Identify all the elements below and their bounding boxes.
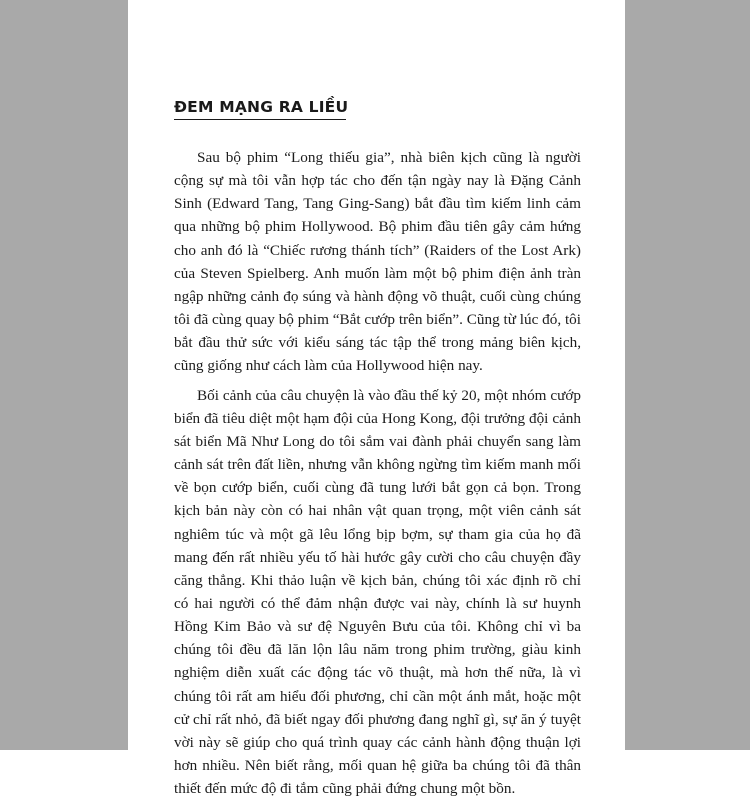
body-text xyxy=(174,146,581,800)
left-margin-band xyxy=(0,0,128,750)
paragraph: Bối cảnh của câu chuyện là vào đầu thế kỷ 20, một nhóm cướp biển đã tiêu diệt một hạm đội của Hong Kong, đội trưởng đội cảnh sát biển Mã Như Long do tôi sắm vai đành phải chuyển sang làm cảnh sát trên đất liền, nhưng vẫn không ngừng tìm kiếm manh mối về bọn cướp biển, cuối cùng đã tung lưới bắt gọn cả bọn. Trong kịch bản này còn có hai nhân vật quan trọng, một viên cảnh sát nghiêm túc và một gã lêu lổng bịp bợm, sự tham gia của họ đã mang đến rất nhiều yếu tố hài hước gây cười cho câu chuyện đầy căng thẳng. Khi thảo luận về kịch bản, chúng tôi xác định rõ chỉ có hai người có thể đảm nhận được vai này, chính là sư huynh Hồng Kim Bảo và sư đệ Nguyên Bưu của tôi. Không chỉ vì ba chúng tôi đều đã lăn lộn lâu năm trong phim trường, giàu kinh nghiệm diễn xuất các động tác võ thuật, mà hơn thế nữa, là vì chúng tôi rất am hiểu đối phương, chỉ cần một ánh mắt, hoặc một cử chỉ rất nhỏ, đã biết ngay đối phương đang nghĩ gì, sự ăn ý tuyệt vời này sẽ giúp cho quá trình quay các cảnh hành động thuận lợi hơn nhiều. Nên biết rằng, mối quan hệ giữa ba chúng tôi đã thân thiết đến mức độ đi tắm cũng phải đứng chung một bồn. xyxy=(174,386,581,798)
paragraph: Sau bộ phim “Long thiếu gia”, nhà biên kịch cũng là người cộng sự mà tôi vẫn hợp tác cho đến tận ngày nay là Đặng Cảnh Sinh (Edward Tang, Tang Ging-Sang) bắt đầu tìm kiếm linh cảm qua những bộ phim Hollywood. Bộ phim đầu tiên gây cảm hứng cho anh đó là “Chiếc rương thánh tích” (Raiders of the Lost Ark) của Steven Spielberg. Anh muốn làm một bộ phim điện ảnh tràn ngập những cảnh đọ súng và hành động võ thuật, cuối cùng chúng tôi đã cùng quay bộ phim “Bắt cướp trên biển”. Cũng từ lúc đó, tôi bắt đầu thử sức với kiểu sáng tác tập thể trong mảng biên kịch, cũng giống như cách làm của Hollywood hiện nay. xyxy=(174,149,581,375)
section-header xyxy=(174,97,349,120)
section-title: ĐEM MẠNG RA LIỀU xyxy=(174,98,349,116)
title-underline xyxy=(174,119,346,120)
right-margin-band xyxy=(625,0,750,750)
book-page xyxy=(128,0,625,798)
